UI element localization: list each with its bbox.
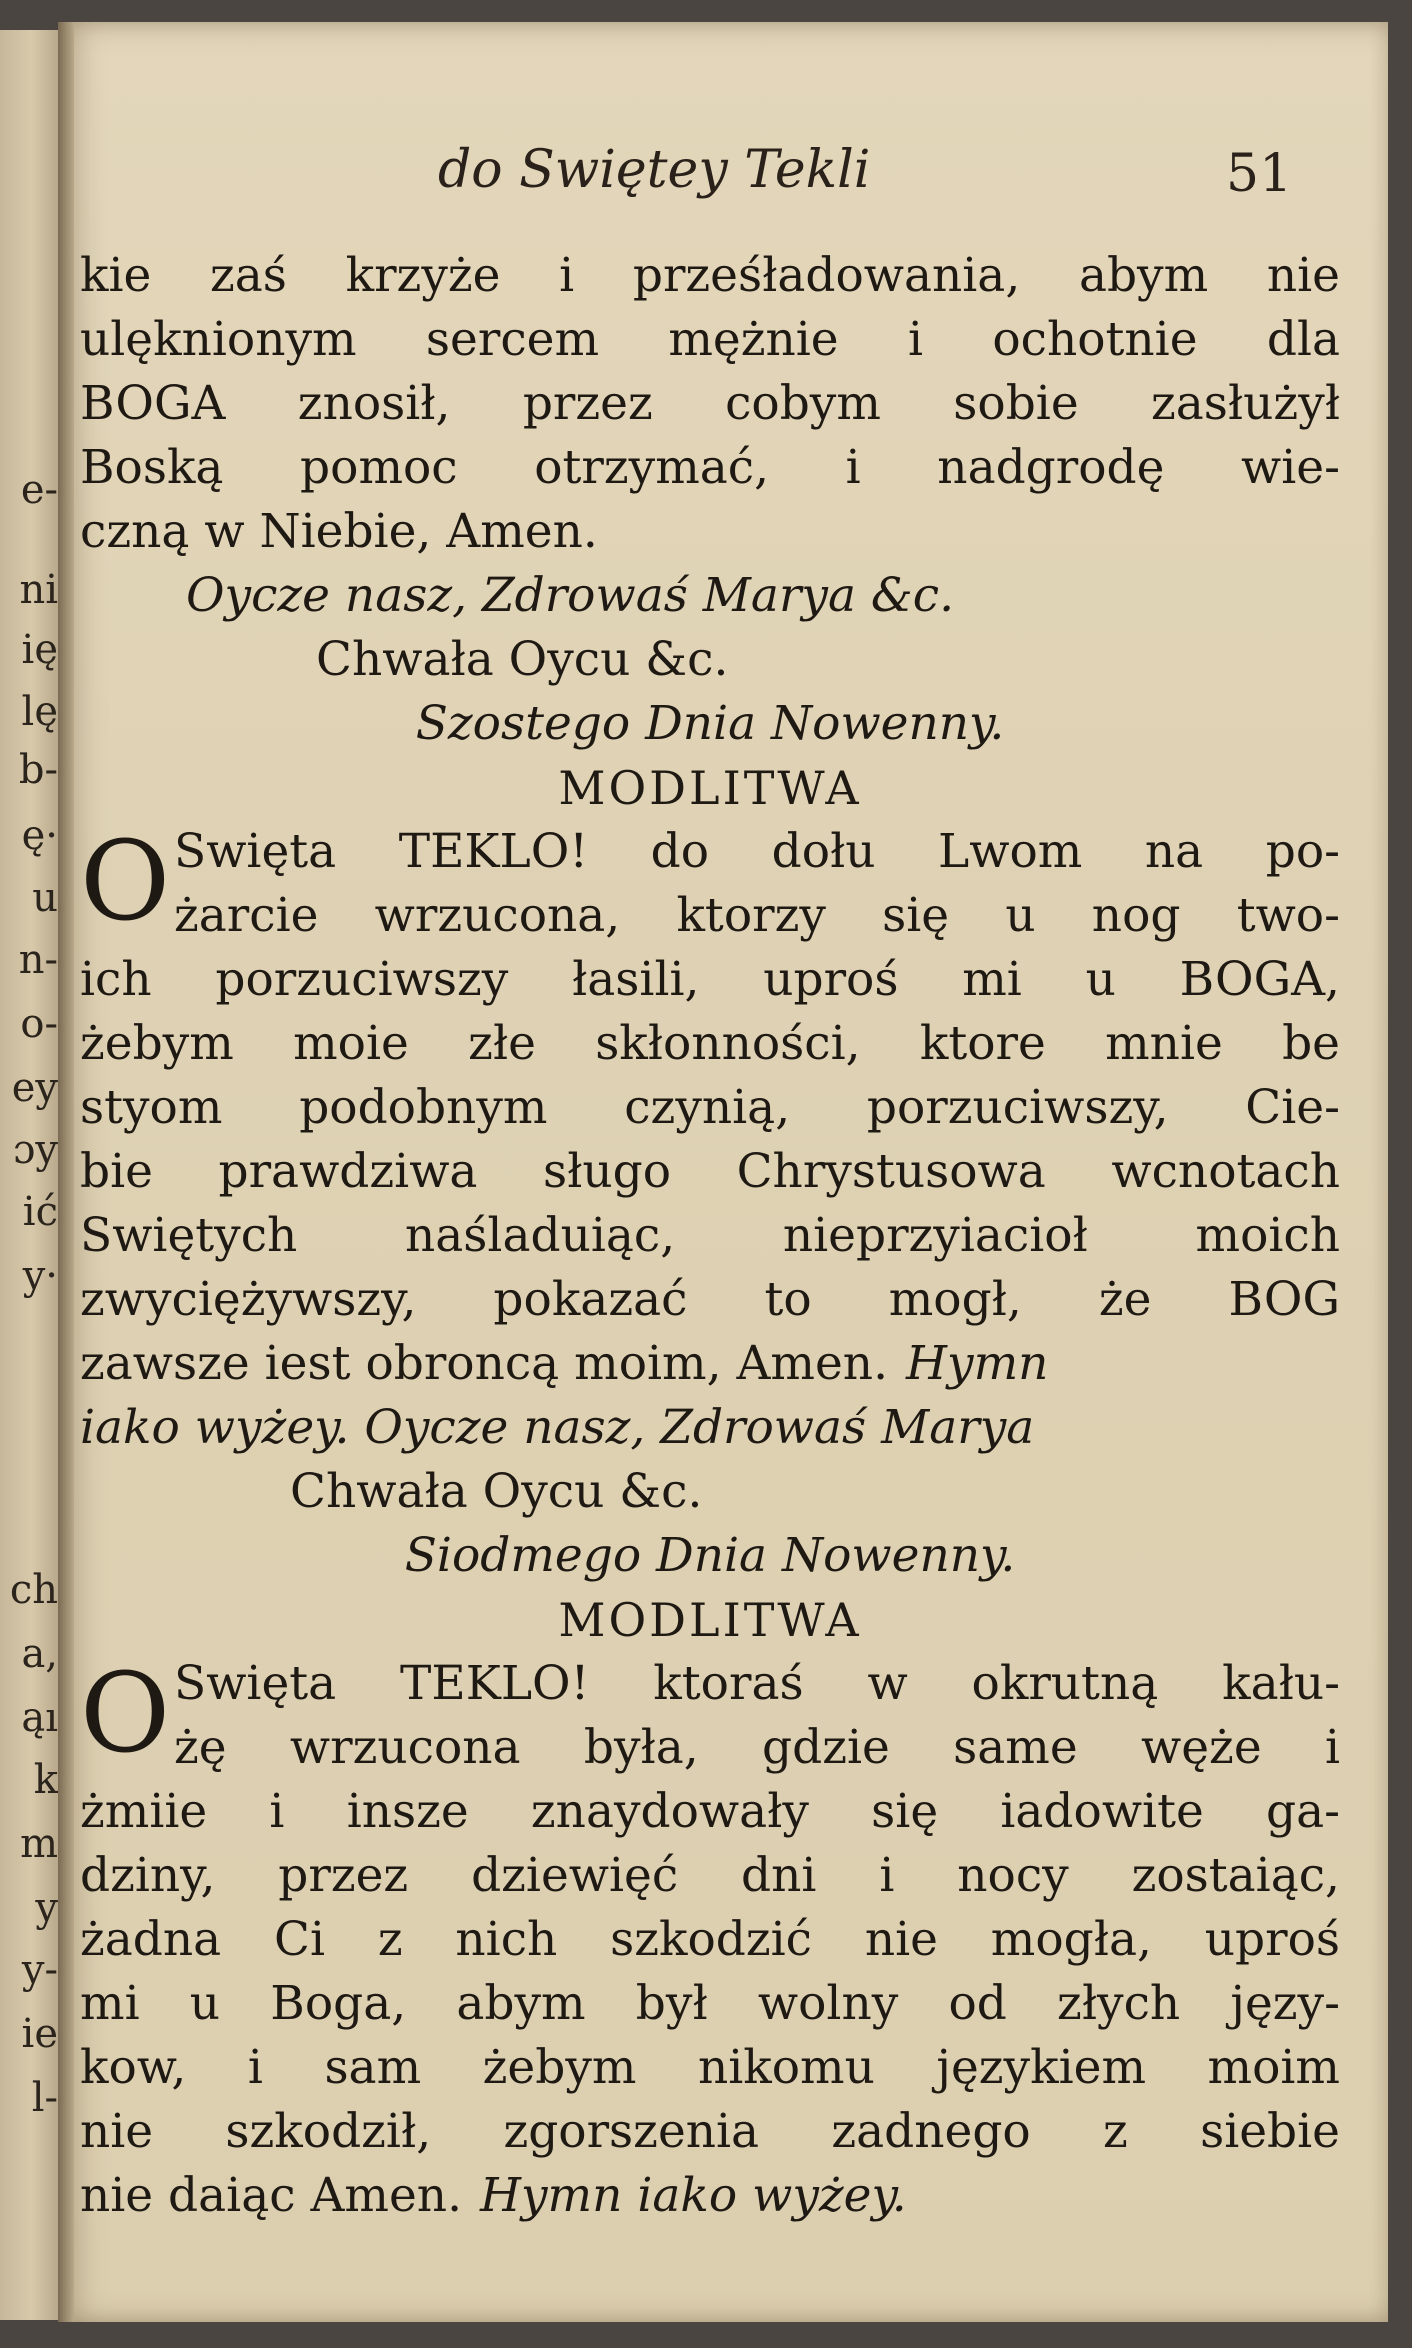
section-heading: MODLITWA	[558, 1593, 862, 1647]
text-line: Swiętych naśladuiąc, nieprzyiacioł moich	[80, 1208, 1340, 1263]
prev-page-fragment: e-	[20, 467, 58, 513]
prayer-paragraph	[80, 1649, 1340, 2228]
hymn-reference: Hymn iako wyżey.	[480, 2168, 907, 2223]
section-title: Siodmego Dnia Nowenny.	[404, 1528, 1016, 1583]
text-line: ulęknionym sercem mężnie i ochotnie dla	[80, 312, 1340, 367]
prayer-closing: Chwała Oycu &c.	[290, 1464, 703, 1519]
text-line: żarcie wrzucona, ktorzy się u nog two-	[174, 888, 1340, 943]
page-header	[58, 140, 1388, 210]
page-number: 51	[1226, 144, 1293, 204]
text-line: kie zaś krzyże i prześładowania, abym nie	[80, 248, 1340, 303]
prayer-closing: iako wyżey. Oycze nasz, Zdrowaś Marya	[80, 1400, 1035, 1455]
prev-page-fragment: ię	[21, 627, 58, 673]
prev-page-fragment: ąı	[21, 1695, 58, 1741]
text-line: nie szkodził, zgorszenia zadnego z siebie	[80, 2104, 1340, 2159]
prayer-closing: Oycze nasz, Zdrowaś Marya &c.	[186, 568, 955, 623]
prayer-closing: Chwała Oycu &c.	[316, 632, 729, 687]
prev-page-fragment: y	[35, 1885, 58, 1931]
hymn-reference: Hymn	[906, 1336, 1049, 1391]
text-line: żadna Ci z nich szkodzić nie mogła, uproś	[80, 1912, 1340, 1967]
prev-page-fragment: o-	[20, 1001, 58, 1047]
text-line: żę wrzucona była, gdzie same węże i	[174, 1720, 1340, 1775]
book-page	[58, 22, 1388, 2322]
prev-page-fragment: ey	[11, 1065, 58, 1111]
page-gutter	[58, 22, 74, 2322]
prev-page-fragment: a,	[21, 1631, 58, 1677]
running-title: do Swiętey Tekli	[438, 140, 871, 200]
prev-page-fragment: y-	[21, 1947, 58, 1993]
drop-cap: O	[80, 1649, 171, 1777]
text-segment: nie daiąc Amen.	[80, 2168, 463, 2223]
section-heading: MODLITWA	[558, 761, 862, 815]
text-line: czną w Niebie, Amen.	[80, 504, 598, 559]
prev-page-fragment: lę	[21, 689, 58, 735]
text-line: ich porzuciwszy łasili, uproś mi u BOGA,	[80, 952, 1340, 1007]
previous-page-edge	[0, 30, 58, 2320]
prev-page-fragment: ni	[19, 567, 58, 613]
prev-page-fragment: l-	[31, 2075, 58, 2121]
prev-page-fragment: ɔy	[13, 1127, 58, 1173]
text-line: Swięta TEKLO! do dołu Lwom na po-	[174, 824, 1340, 879]
text-line	[80, 2164, 1340, 2228]
text-line: żmiie i insze znaydowały się iadowite ga-	[80, 1784, 1340, 1839]
prev-page-fragment: ić	[22, 1189, 58, 1235]
prev-page-fragment: u	[32, 875, 58, 921]
prev-page-fragment: m	[20, 1821, 58, 1867]
text-line: Boską pomoc otrzymać, i nadgrodę wie-	[80, 440, 1340, 495]
text-line: żebym moie złe skłonności, ktore mnie be	[80, 1016, 1340, 1071]
text-segment: zawsze iest obroncą moim, Amen.	[80, 1336, 889, 1391]
text-line: dziny, przez dziewięć dni i nocy zostaiąc,	[80, 1848, 1340, 1903]
prev-page-fragment: k	[33, 1757, 58, 1803]
text-line: Swięta TEKLO! ktoraś w okrutną kału-	[174, 1656, 1340, 1711]
text-line: zwyciężywszy, pokazać to mogł, że BOG	[80, 1272, 1340, 1327]
text-line	[80, 1332, 1340, 1396]
page-body	[80, 244, 1340, 2228]
section-title: Szostego Dnia Nowenny.	[415, 696, 1005, 751]
prev-page-fragment: b-	[18, 747, 58, 793]
prev-page-fragment: n-	[18, 937, 58, 983]
text-line: mi u Boga, abym był wolny od złych języ-	[80, 1976, 1340, 2031]
prayer-paragraph	[80, 817, 1340, 1524]
text-line: styom podobnym czynią, porzuciwszy, Cie-	[80, 1080, 1340, 1135]
text-line: kow, i sam żebym nikomu językiem moim	[80, 2040, 1340, 2095]
text-line: BOGA znosił, przez cobym sobie zasłużył	[80, 376, 1340, 431]
prev-page-fragment: ie	[21, 2011, 58, 2057]
prev-page-fragment: y·	[22, 1253, 58, 1299]
prev-page-fragment: ch	[9, 1567, 58, 1613]
text-line: bie prawdziwa sługo Chrystusowa wcnotach	[80, 1144, 1340, 1199]
prev-page-fragment: ę·	[21, 813, 58, 859]
drop-cap: O	[80, 817, 171, 945]
